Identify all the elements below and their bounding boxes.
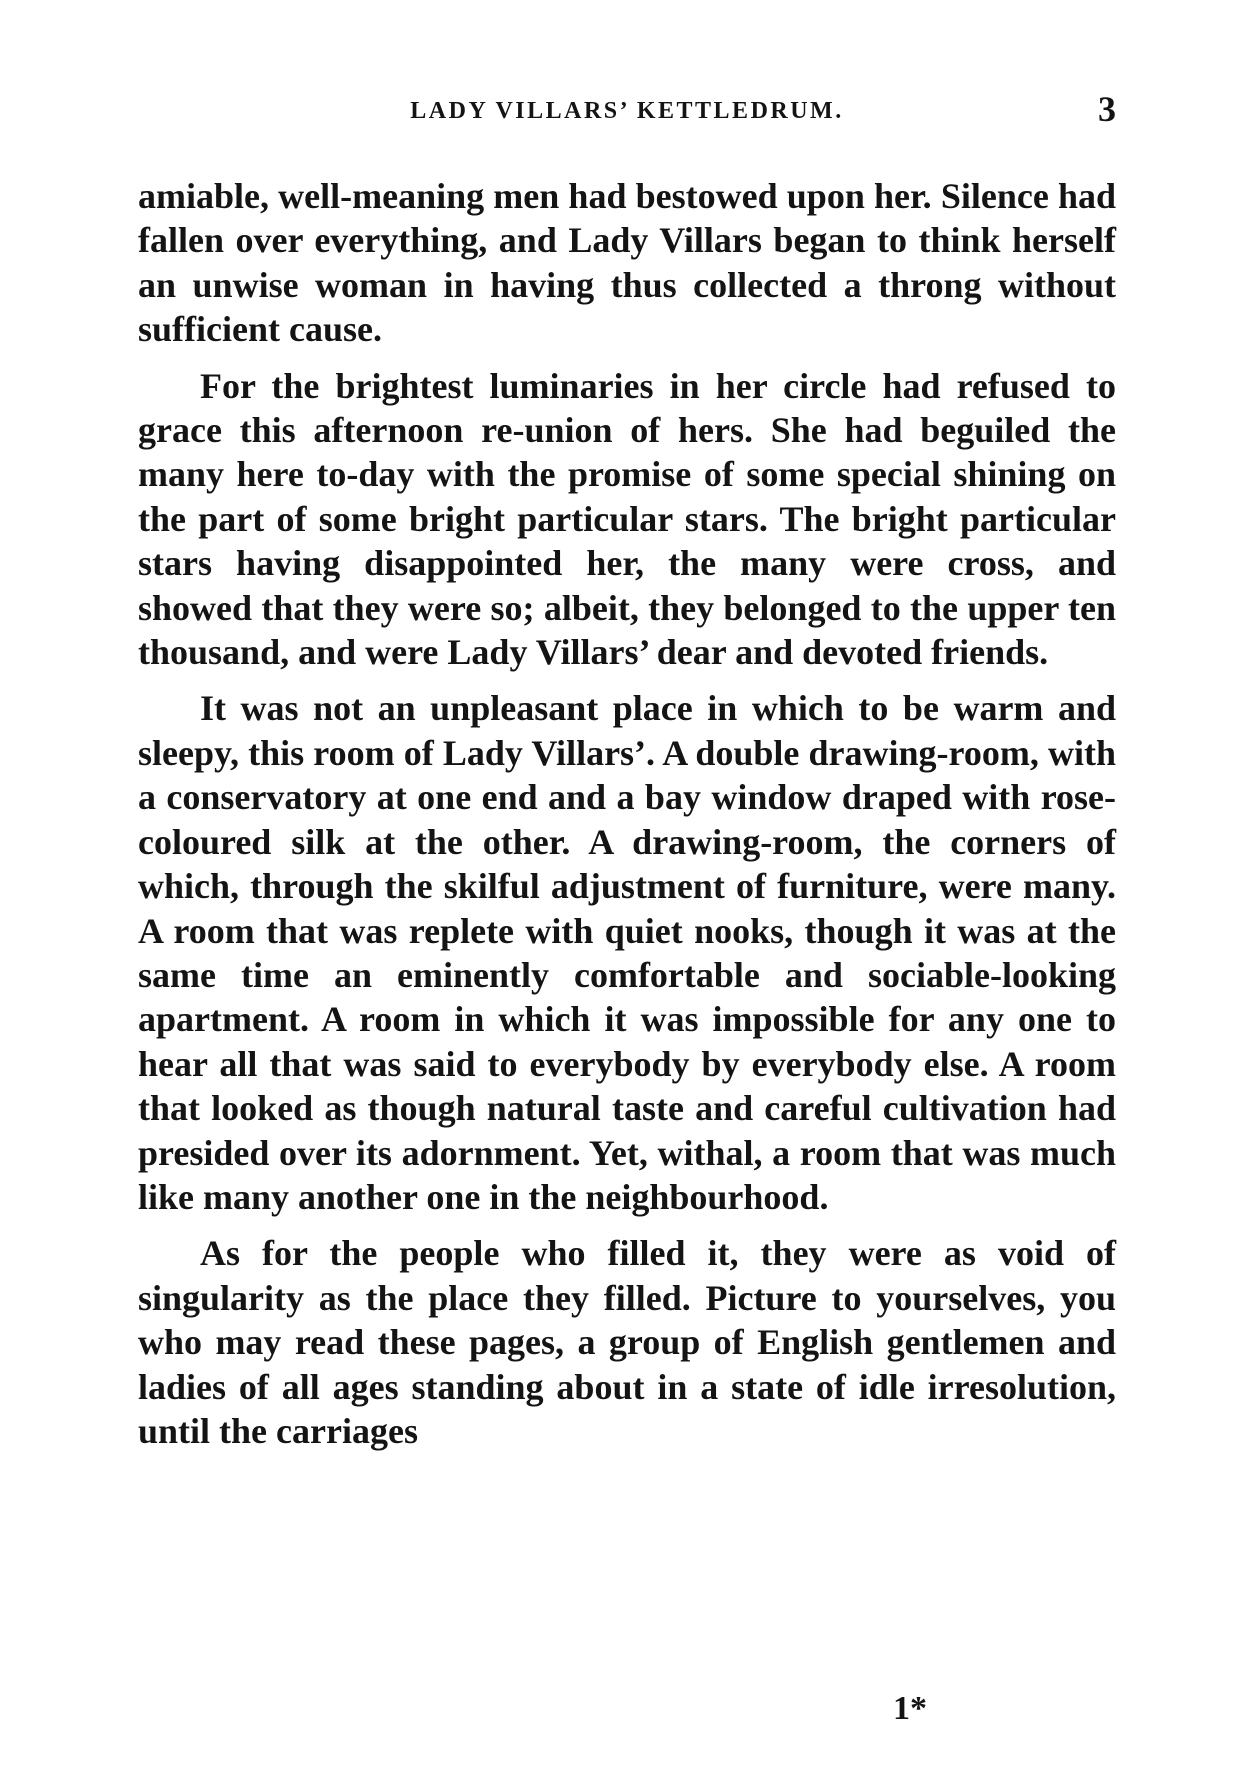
running-head [138,88,1116,138]
page-number: 3 [1098,89,1116,129]
paragraph-3: It was not an unpleasant place in which to be warm and sleepy, this room of Lady Villars’. A double drawing-room, with a conservatory at one end and a bay window draped with rose-coloured silk at the other. A drawing-room, the corners of which, through the skilful adjustment of furniture, were many. A room that was replete with quiet nooks, though it was at the same time an eminently comfortable and sociable-looking apartment. A room in which it was impossible for any one to hear all that was said to everybody by everybody else. A room that looked as though natural taste and careful cultivation had presided over its adornment. Yet, withal, a room that was much like many another one in the neighbourhood. [138,688,1116,1217]
paragraph-1: amiable, well-meaning men had bestowed upon her. Silence had fallen over everything, and Lady Villars began to think herself an unwise woman in having thus collected a throng without sufficient cause. [138,176,1116,350]
running-title: LADY VILLARS’ KETTLEDRUM. [410,98,844,124]
paragraph-2: For the brightest luminaries in her circle had refused to grace this afternoon re-union of hers. She had beguiled the many here to-day with the promise of some special shining on the part of some bright particular stars. The bright particular stars having disappointed her, the many were cross, and showed that they were so; albeit, they belonged to the upper ten thousand, and were Lady Villars’ dear and devoted friends. [138,365,1116,673]
body-text [138,174,1116,1465]
signature-mark: 1* [893,1690,927,1727]
book-page [138,0,1116,1786]
paragraph-4: As for the people who filled it, they were as void of singularity as the place they filled. Picture to yourselves, you who may read these pages, a group of English gentlemen and ladies of all ages standing about in a state of idle irresolution, until the carriages [138,1233,1116,1451]
